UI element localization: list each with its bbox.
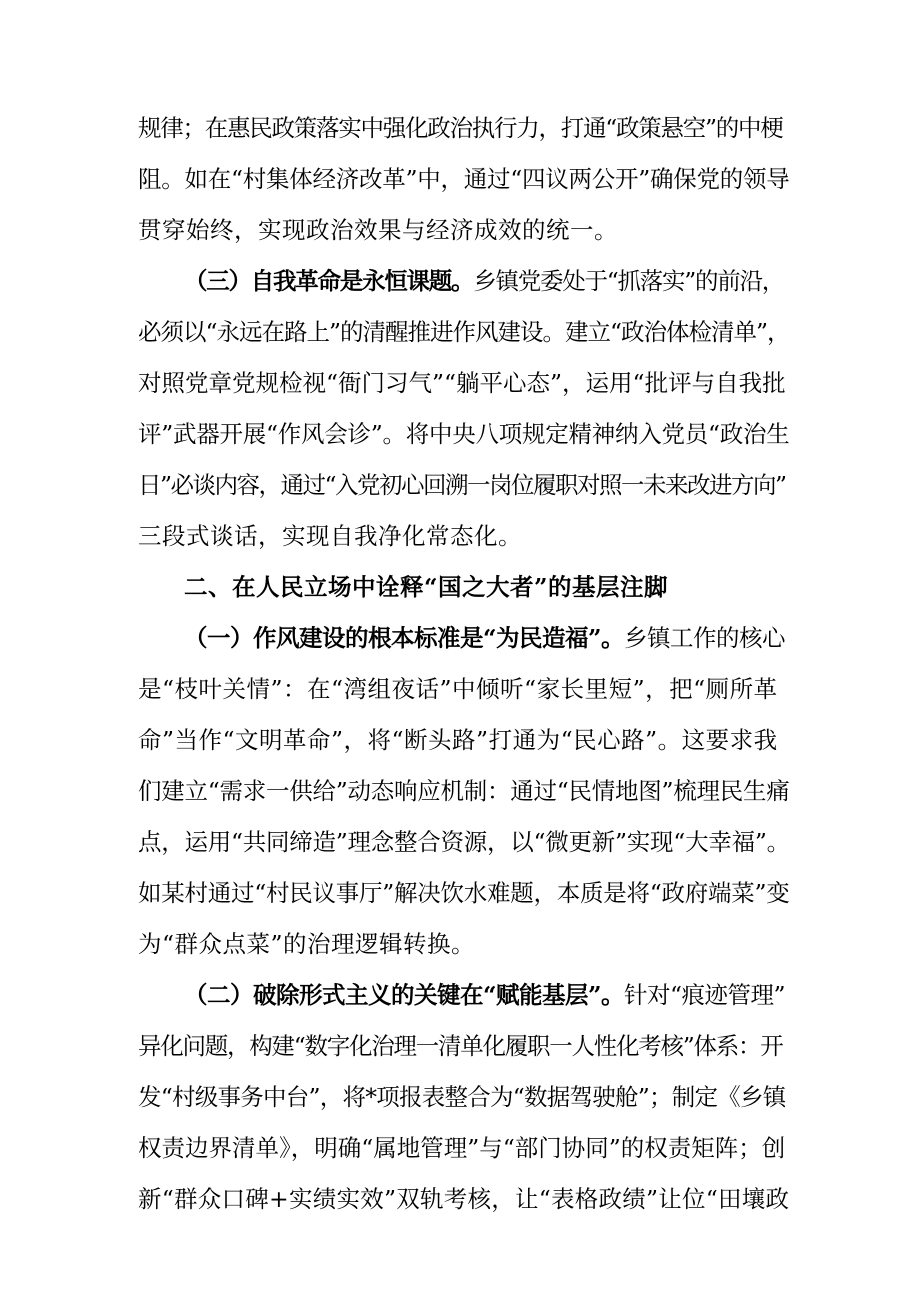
- paragraph-4-lead-text: 针对“痕迹管理”: [624, 981, 786, 1009]
- paragraph-4-line-5: 新“群众口碑+实绩实效”双轨考核，让“表格政绩”让位“田壤政: [138, 1185, 790, 1213]
- paragraph-2-first-line: [184, 266, 784, 296]
- paragraph-1-line-1: 规律；在惠民政策落实中强化政治执行力，打通“政策悬空”的中梗: [138, 114, 783, 142]
- paragraph-2-lead-heading: （三）自我革命是永恒课题。: [184, 267, 474, 295]
- paragraph-3-lead-heading: （一）作风建设的根本标准是“为民造福”。: [184, 624, 625, 652]
- paragraph-3-line-3: 命”当作“文明革命”，将“断头路”打通为“民心路”。这要求我: [138, 726, 778, 754]
- paragraph-4-line-3: 发“村级事务中台”，将*项报表整合为“数据驾驶舱”；制定《乡镇: [138, 1083, 786, 1111]
- paragraph-2-line-6: 三段式谈话，实现自我净化常态化。: [138, 522, 522, 550]
- paragraph-1-line-2: 阻。如在“村集体经济改革”中，通过“四议两公开”确保党的领导: [138, 165, 790, 193]
- paragraph-3-line-6: 如某村通过“村民议事厅”解决饮水难题，本质是将“政府端菜”变: [138, 879, 790, 907]
- paragraph-4-line-4: 权责边界清单》，明确“属地管理”与“部门协同”的权责矩阵；创: [138, 1134, 786, 1162]
- paragraph-2-line-2: 必须以“永远在路上”的清醒推进作风建设。建立“政治体检清单”，: [138, 318, 790, 346]
- paragraph-4-line-2: 异化问题，构建“数字化治理一清单化履职一人性化考核”体系：开: [138, 1032, 783, 1060]
- paragraph-4-lead-heading: （二）破除形式主义的关键在“赋能基层”。: [184, 981, 625, 1009]
- paragraph-3-line-7: 为“群众点菜”的治理逻辑转换。: [138, 930, 476, 958]
- paragraph-1-line-3: 贯穿始终，实现政治效果与经济成效的统一。: [138, 216, 618, 244]
- section-heading: 二、在人民立场中诠释“国之大者”的基层注脚: [184, 573, 669, 601]
- paragraph-3-line-5: 点，运用“共同缔造”理念整合资源，以“微更新”实现“大幸福”。: [138, 828, 790, 856]
- paragraph-3-line-4: 们建立“需求一供给”动态响应机制：通过“民情地图”梳理民生痛: [138, 777, 790, 805]
- paragraph-2-line-4: 评”武器开展“作风会诊”。将中央八项规定精神纳入党员“政治生: [138, 420, 790, 448]
- paragraph-2-lead-text: 乡镇党委处于“抓落实”的前沿，: [473, 267, 785, 295]
- paragraph-2-line-3: 对照党章党规检视“衙门习气”“躺平心态”，运用“批评与自我批: [138, 369, 786, 397]
- paragraph-4-first-line: [184, 980, 785, 1010]
- paragraph-3-line-2: 是“枝叶关情”：在“湾组夜话”中倾听“家长里短”，把“厕所革: [138, 675, 778, 703]
- paragraph-3-first-line: [184, 623, 785, 653]
- paragraph-2-line-5: 日”必谈内容，通过“入党初心回溯一岗位履职对照一未来改进方向”: [138, 471, 786, 499]
- paragraph-3-lead-text: 乡镇工作的核心: [624, 624, 786, 652]
